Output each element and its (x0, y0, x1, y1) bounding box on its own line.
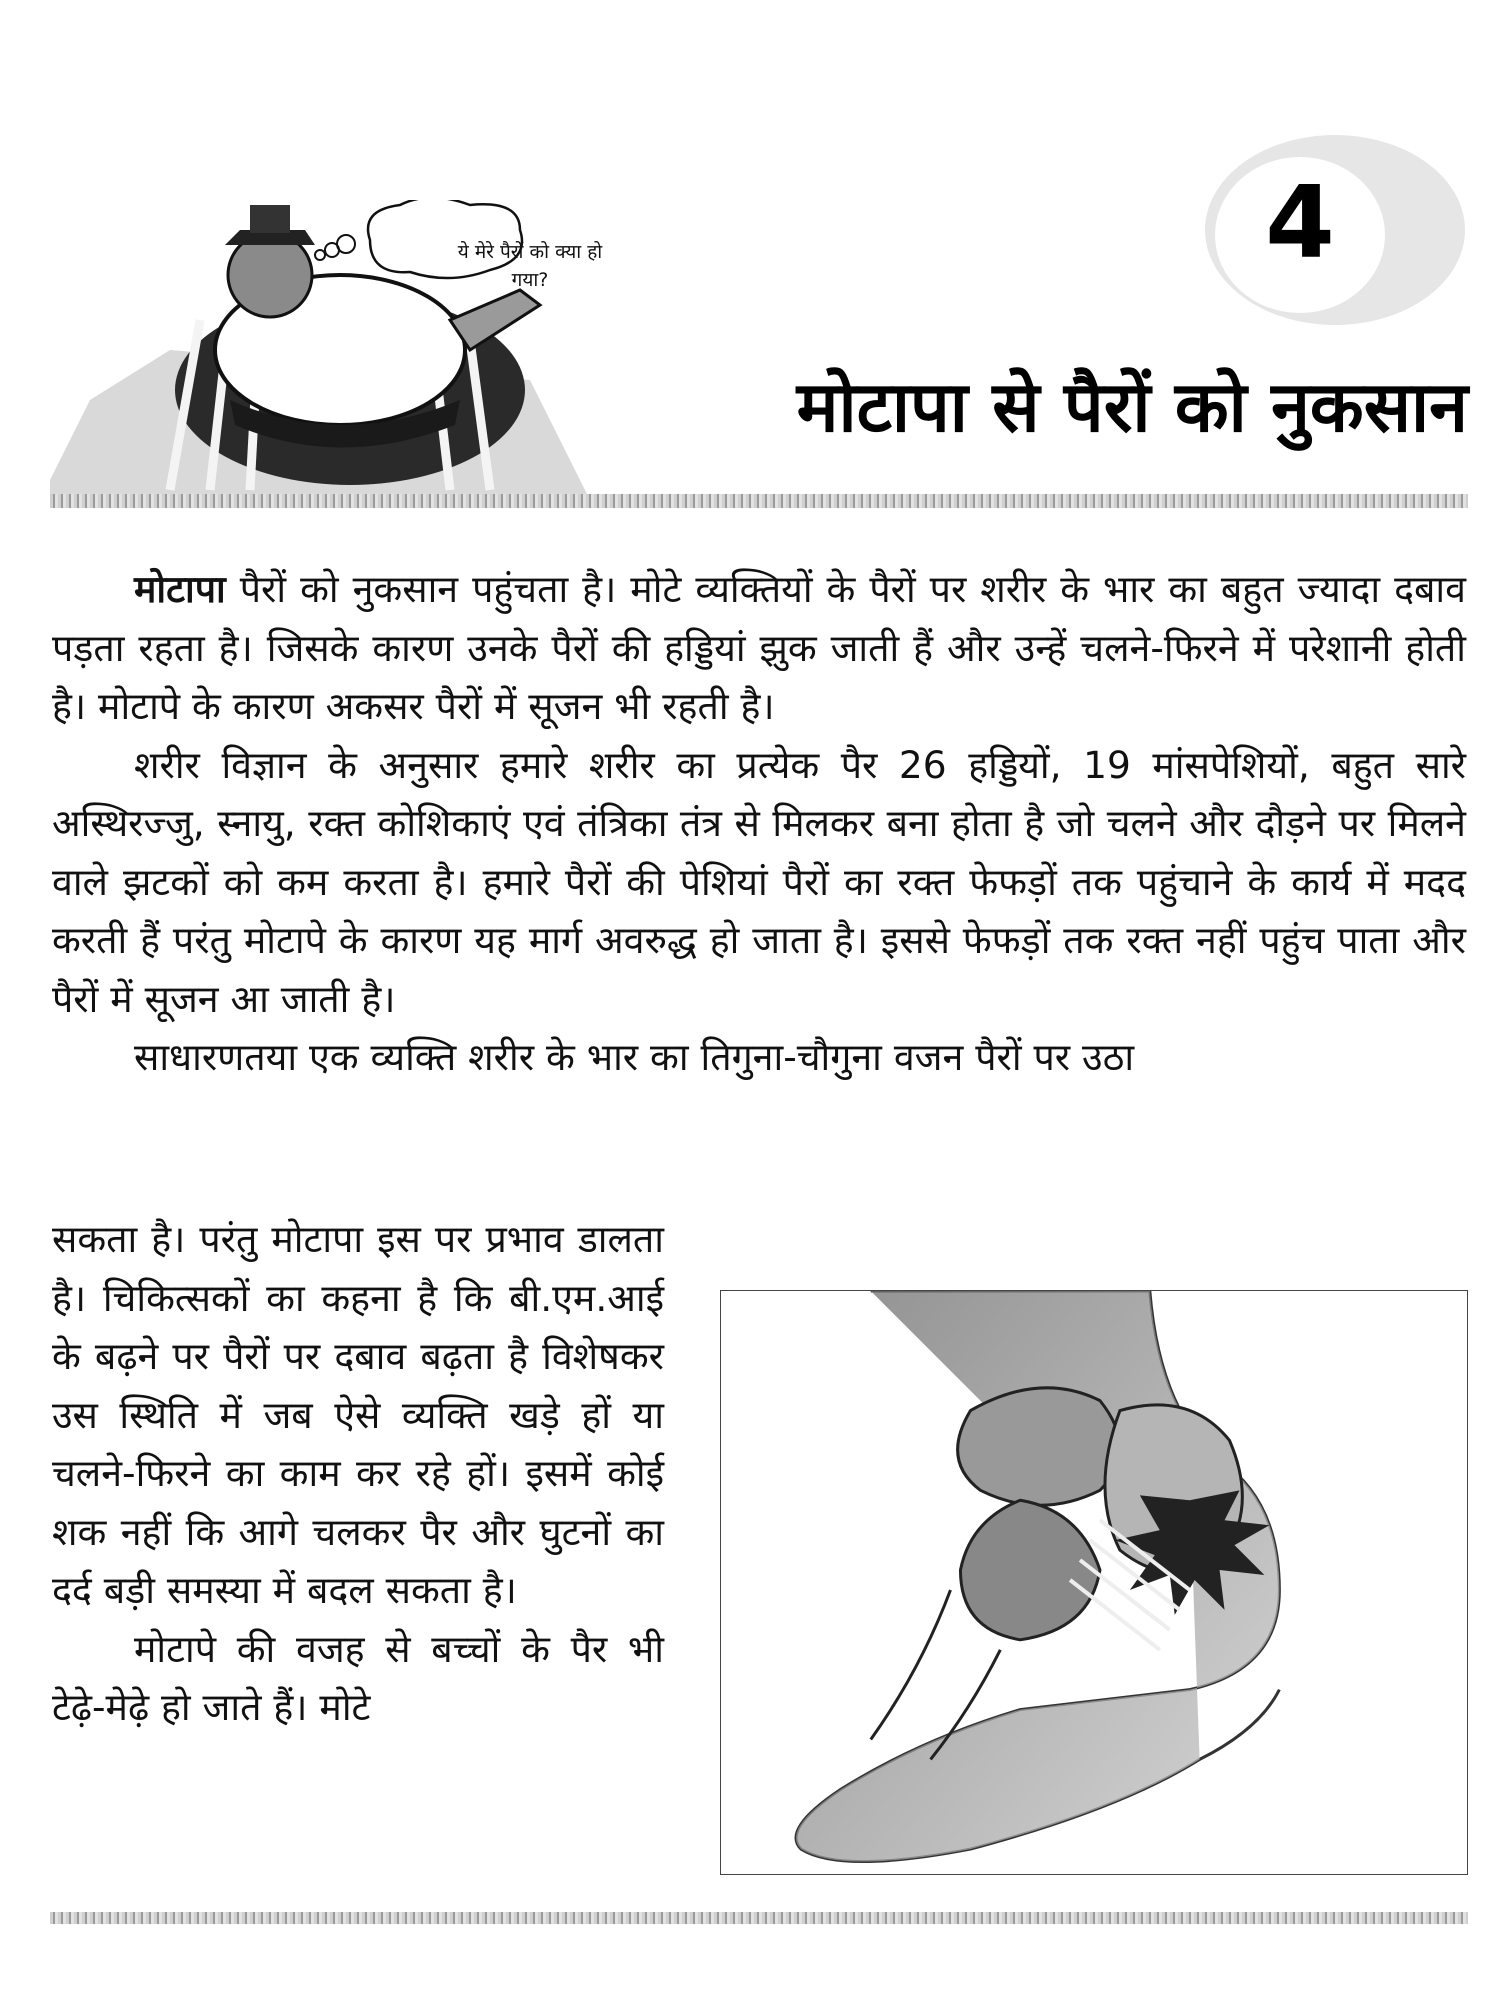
paragraph-1 (52, 560, 1466, 736)
foot-illustration (720, 1290, 1468, 1875)
footer-divider (50, 1912, 1468, 1924)
paragraph-3-rest: सकता है। परंतु मोटापा इस पर प्रभाव डालता है। चिकित्सकों का कहना है कि बी.एम.आई के बढ़ने पर पैरों पर दबाव बढ़ता है विशेषकर उस स्थिति में जब ऐसे व्यक्ति खड़े हों या चलने-फिरने का काम कर रहे हों। इसमें कोई शक नहीं कि आगे चलकर पैर और घुटनों का दर्द बड़ी समस्या में बदल सकता है। (52, 1217, 664, 1612)
column-text (52, 1210, 664, 1737)
full-width-text (52, 560, 1466, 1087)
paragraph-1-lead: मोटापा (134, 567, 226, 611)
paragraph-2: शरीर विज्ञान के अनुसार हमारे शरीर का प्रत्येक पैर 26 हड्डियों, 19 मांसपेशियों, बहुत सारे अस्थिरज्जु, स्नायु, रक्त कोशिकाएं एवं तंत्रिका तंत्र से मिलकर बना होता है जो चलने और दौड़ने पर मिलने वाले झटकों को कम करता है। हमारे पैरों की पेशियां पैरों का रक्त फेफड़ों तक पहुंचाने के कार्य में मदद करती हैं परंतु मोटापे के कारण यह मार्ग अवरुद्ध हो जाता है। इससे फेफड़ों तक रक्त नहीं पहुंच पाता और पैरों में सूजन आ जाती है। (52, 742, 1466, 1021)
chapter-number: 4 (1265, 164, 1335, 281)
foot-drawing (721, 1291, 1467, 1874)
paragraph-4: मोटापे की वजह से बच्चों के पैर भी टेढ़े-मेढ़े हो जाते हैं। मोटे (52, 1626, 664, 1729)
chapter-title: मोटापा से पैरों को नुकसान (796, 366, 1468, 448)
header-divider (50, 494, 1468, 508)
thought-bubble-text: ये मेरे पैरों को क्या हो गया? (457, 241, 603, 291)
paragraph-3-first-line: साधारणतया एक व्यक्ति शरीर के भार का तिगुना-चौगुना वजन पैरों पर उठा (134, 1035, 1135, 1079)
paragraph-1-text: पैरों को नुकसान पहुंचता है। मोटे व्यक्तियों के पैरों पर शरीर के भार का बहुत ज्यादा दबाव पड़ता रहता है। जिसके कारण उनके पैरों की हड्डियां झुक जाती हैं और उन्हें चलने-फिरने में परेशानी होती है। मोटापे के कारण अकसर पैरों में सूजन भी रहती है। (52, 567, 1466, 728)
